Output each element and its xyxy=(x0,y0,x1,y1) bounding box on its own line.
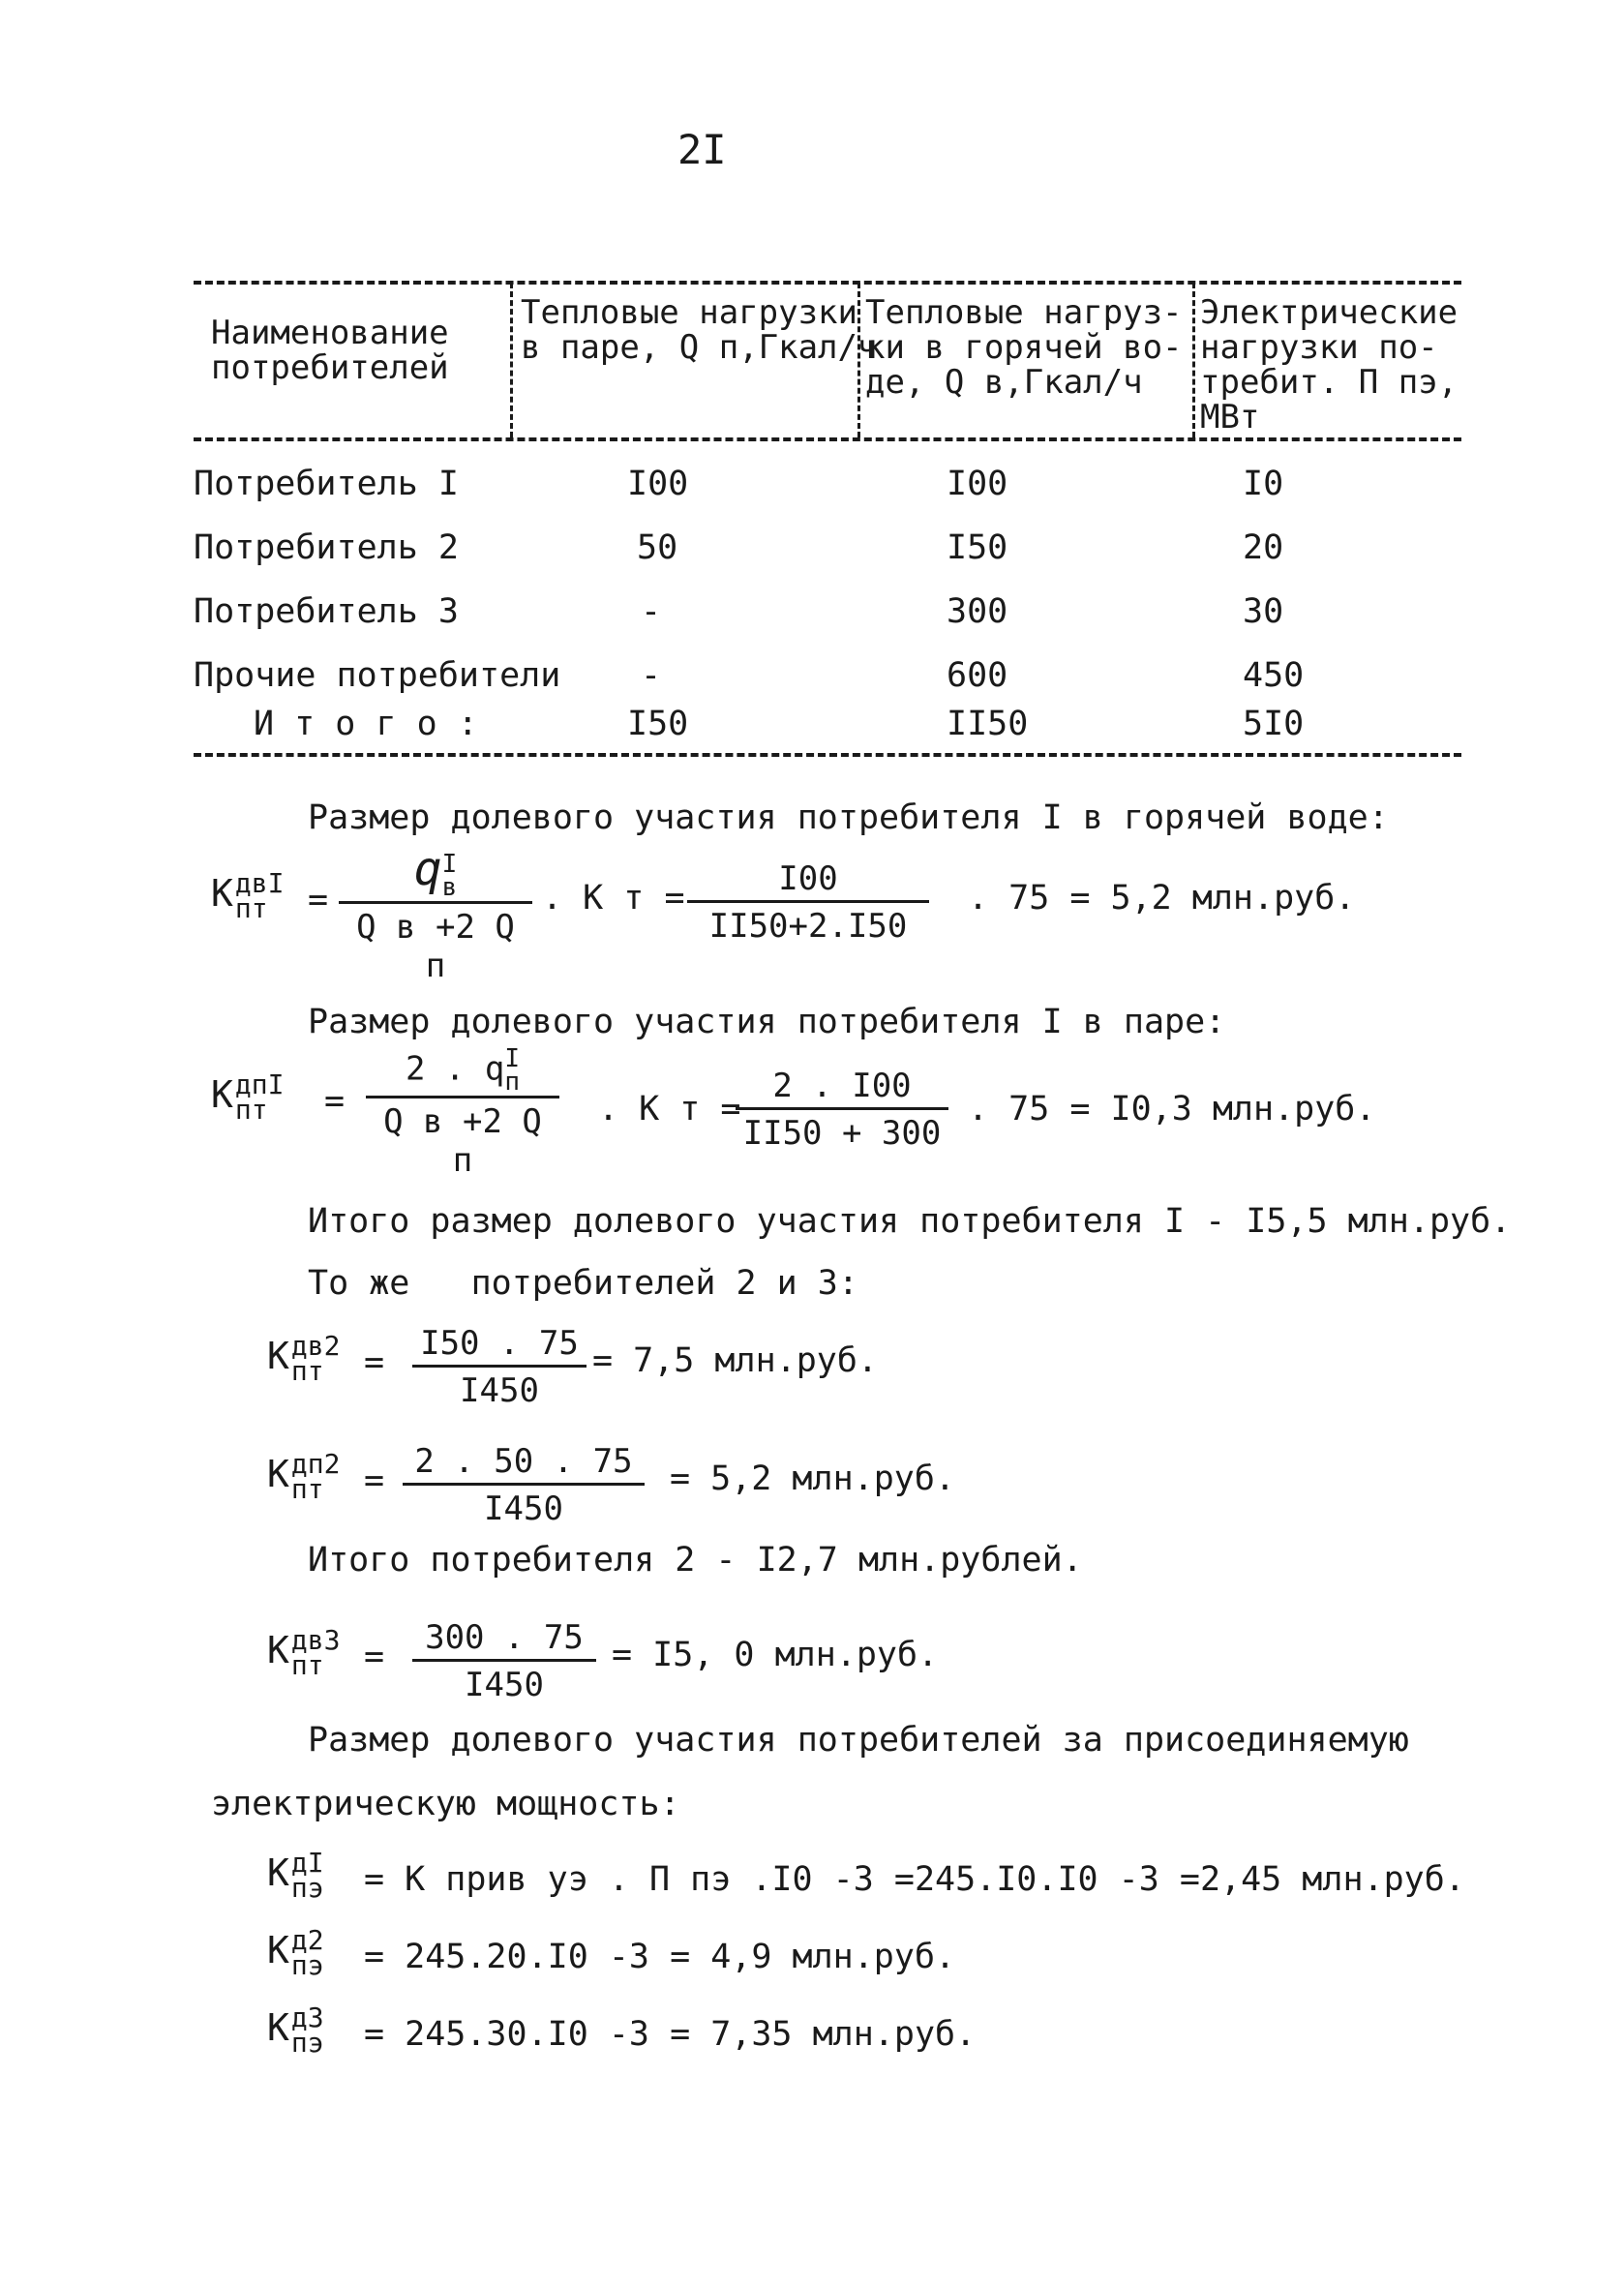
formula-k-dpI: К дпI пт xyxy=(211,1068,285,1126)
formula-result: = 7,5 млн.руб. xyxy=(592,1341,879,1380)
paragraph: Итого потребителя 2 - I2,7 млн.рублей. xyxy=(308,1541,1083,1580)
equals-sign: = xyxy=(324,1082,346,1121)
table-header-rule xyxy=(194,437,1461,441)
formula-result: = I5, 0 млн.руб. xyxy=(612,1636,939,1674)
equals-sign: = xyxy=(308,881,329,919)
table-header-steam: Тепловые нагрузки в паре, Q п,Гкал/ч xyxy=(521,293,878,367)
formula-result: = 5,2 млн.руб. xyxy=(670,1459,956,1498)
paragraph: Размер долевого участия потребителя I в горячей воде: xyxy=(308,798,1389,837)
fraction-numeric: $\frac{I00}{II50+2.I50}$ xyxy=(687,859,929,946)
formula-k-dv2: К дв2 пт xyxy=(267,1330,341,1387)
fraction-share-water: q I в Q в +2 Q п xyxy=(339,842,532,985)
table-header-hotwater: Тепловые нагруз- ки в горячей во- де, Q в,Гкал/ч xyxy=(865,293,1183,402)
formula-rhs: = 245.30.I0 -3 = 7,35 млн.руб. xyxy=(364,2015,977,2054)
paragraph: Итого размер долевого участия потребителя I - I5,5 млн.руб. xyxy=(308,1202,1512,1241)
fraction-numeric: $\frac{2 . 50 . 75}{I450}$ xyxy=(403,1442,645,1528)
formula-k-d2-pe: К д2 пэ xyxy=(267,1924,324,1981)
column-divider xyxy=(1192,283,1195,437)
table-bottom-rule xyxy=(194,753,1461,757)
formula-rhs: = 245.20.I0 -3 = 4,9 млн.руб. xyxy=(364,1938,956,1976)
document-page: 2I Наименование потребителей Тепловые нагрузки в паре, Q п,Гкал/ч Тепловые нагруз- ки в горячей во- де, Q в,Гкал/ч Электрические нагрузки по- требит. П пэ, МВт Потребитель I I00 I00 I0 Потребитель 2 50 I50 20 Потребитель 3 - 300 30 Прочие потребители - 600 450 И т о г о : I50 II50 5I0 Размер долевого участия потребителя I в горячей воде: К двI пт = q I в Q в +2 Q п . К т = $\frac{I00}{II50+2.I50}$ . 75 = 5,2 млн.руб. Размер долевого участия потребителя I в паре: К дпI пт = 2 . q I п Q в +2 Q п . К т = $\frac{2 . I00}{II50 + 300}$ . 75 = I0,3 млн.руб. Итого размер долевого участия потребителя I - I5,5 млн.руб. То же потребителей 2 и 3: К дв2 пт = $\frac{I50 . 75}{I450}$ = 7,5 млн.руб. К дп2 пт = $\frac{2 . 50 . 75}{I450}$ = 5,2 млн.руб. Итого потребителя 2 - I2,7 млн.рублей. К дв3 пт = $\frac{300 . 75}{I450}$ = I5, 0 млн.руб. Размер долевого участия потребителей за присоединяемую электрическую мощность: К дI пэ = К прив уэ . П пэ .I0 -3 =245.I0.I0 -3 =2,45 млн.руб. К д2 пэ = 245.20.I0 -3 = 4,9 млн.руб. К д3 пэ = 245.30.I0 -3 = 7,35 млн.руб. xyxy=(194,126,1512,2059)
coefficient-kt: . К т = xyxy=(598,1090,741,1128)
table-header-electric: Электрические нагрузки по- требит. П пэ, МВт xyxy=(1200,293,1459,436)
table-top-rule xyxy=(194,281,1461,285)
fraction-numeric: $\frac{I50 . 75}{I450}$ xyxy=(412,1324,586,1410)
equals-sign: = xyxy=(364,1461,385,1500)
page-number: 2I xyxy=(677,126,727,173)
column-divider xyxy=(510,283,513,437)
fraction-numeric: $\frac{300 . 75}{I450}$ xyxy=(412,1618,596,1704)
paragraph: Размер долевого участия потребителя I в паре: xyxy=(308,1003,1226,1041)
paragraph: электрическую мощность: xyxy=(211,1785,680,1823)
formula-k-d3-pe: К д3 пэ xyxy=(267,2001,324,2059)
coefficient-kt: . К т = xyxy=(542,879,685,918)
formula-result: . 75 = I0,3 млн.руб. xyxy=(968,1090,1376,1128)
formula-result: . 75 = 5,2 млн.руб. xyxy=(968,879,1356,918)
fraction-share-steam: 2 . q I п Q в +2 Q п xyxy=(366,1047,559,1180)
table-header-consumers: Наименование потребителей xyxy=(211,314,449,387)
fraction-numeric: $\frac{2 . I00}{II50 + 300}$ xyxy=(736,1067,948,1153)
formula-k-dI-pe: К дI пэ xyxy=(267,1847,324,1904)
paragraph: Размер долевого участия потребителей за присоединяемую xyxy=(308,1721,1409,1760)
equals-sign: = xyxy=(364,1638,385,1676)
equals-sign: = xyxy=(364,1343,385,1382)
formula-k-dv3: К дв3 пт xyxy=(267,1624,341,1681)
formula-k-dvI: К двI пт xyxy=(211,867,285,924)
paragraph: То же потребителей 2 и 3: xyxy=(308,1264,858,1303)
formula-rhs: = К прив уэ . П пэ .I0 -3 =245.I0.I0 -3 =2,45 млн.руб. xyxy=(364,1860,1465,1899)
formula-k-dp2: К дп2 пт xyxy=(267,1448,341,1505)
